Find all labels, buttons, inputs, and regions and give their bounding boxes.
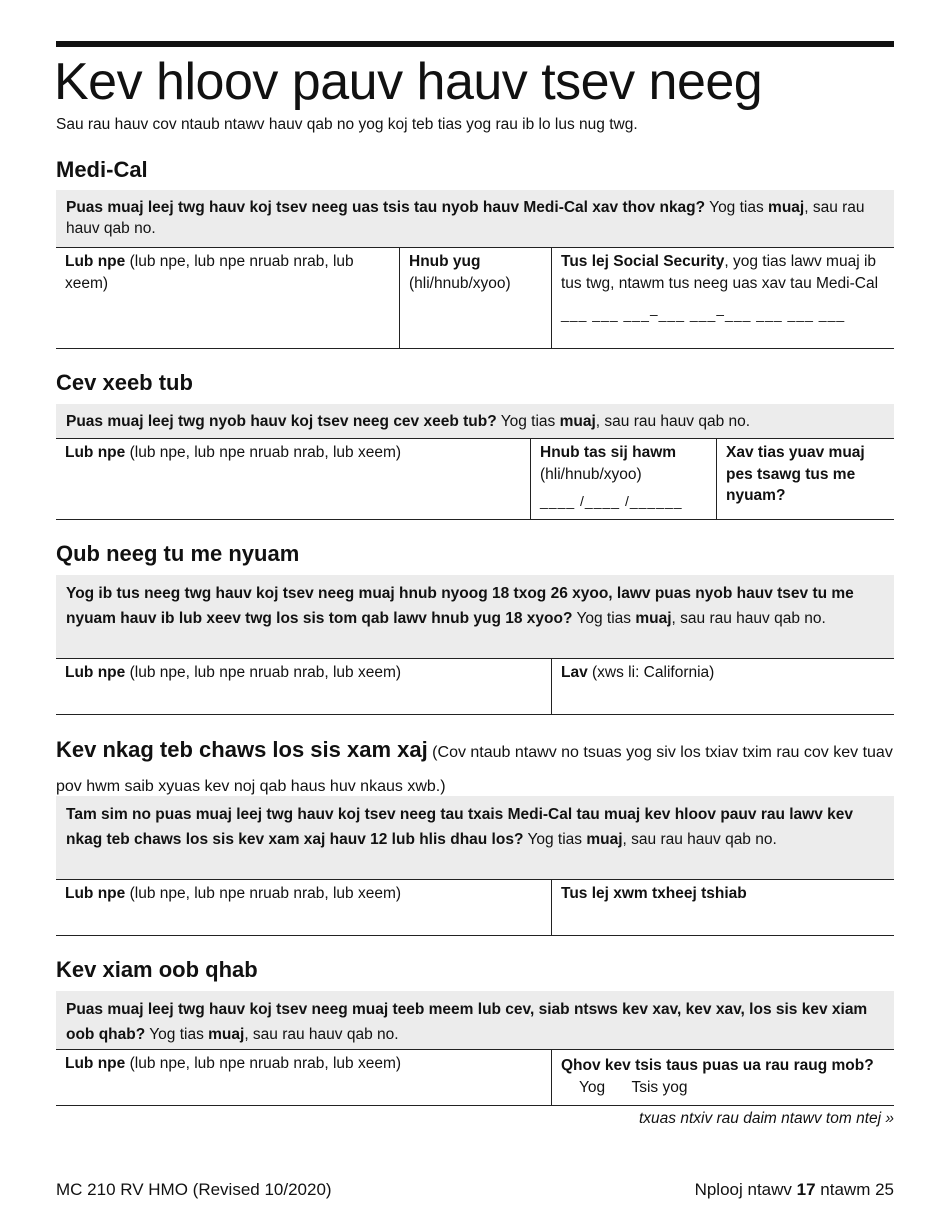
disability-injury-field: Qhov kev tsis taus puas ua rau raug mob? Yog Tsis yog (551, 1050, 894, 1105)
foster-care-entry-row (56, 658, 894, 715)
foster-name-field[interactable]: Lub npe (lub npe, lub npe nruab nrab, lub xeem) (65, 664, 402, 681)
medi-cal-name-field[interactable]: Lub npe (lub npe, lub npe nruab nrab, lub xeem) (65, 253, 354, 292)
pregnancy-due-date-field[interactable]: Hnub tas sij hawm (hli/hnub/xyoo) ____ /____ /______ (530, 439, 716, 519)
immigration-entry-row (56, 879, 894, 936)
page-number: Nplooj ntawv 17 ntawm 25 (694, 1180, 894, 1199)
top-rule (56, 41, 894, 47)
immigration-name-field[interactable]: Lub npe (lub npe, lub npe nruab nrab, lub xeem) (65, 885, 402, 902)
disability-entry-row (56, 1049, 894, 1106)
medi-cal-birthdate-field[interactable]: Hnub yug (hli/hnub/xyoo) (399, 248, 551, 348)
section-heading-disability: Kev xiam oob qhab (56, 957, 258, 982)
section-heading-medi-cal: Medi-Cal (56, 157, 148, 182)
pregnancy-babies-count-field[interactable]: Xav tias yuav muaj pes tsawg tus me nyuam? (716, 439, 894, 519)
disability-question: Puas muaj leej twg hauv koj tsev neeg muaj teeb meem lub cev, siab ntsws kev xav, kev xav, los sis kev xiam oob qhab? Yog tias muaj, sau rau hauv qab no. (56, 991, 894, 1049)
foster-state-field[interactable]: Lav (xws li: California) (551, 659, 894, 714)
page-subtitle: Sau rau hauv cov ntaub ntawv hauv qab no yog koj teb tias yog rau ib lo lus nug twg. (56, 116, 638, 133)
page-title: Kev hloov pauv hauv tsev neeg (54, 53, 763, 111)
due-date-blank: ____ /____ /______ (540, 493, 683, 509)
immigration-status-number-field[interactable]: Tus lej xwm txheej tshiab (551, 880, 894, 935)
pregnancy-name-field[interactable]: Lub npe (lub npe, lub npe nruab nrab, lub xeem) (65, 444, 402, 461)
disability-no-option[interactable]: Tsis yog (631, 1078, 688, 1096)
medi-cal-question: Puas muaj leej twg hauv koj tsev neeg uas tsis tau nyob hauv Medi-Cal xav thov nkag? Yog tias muaj, sau rau hauv qab no. (56, 190, 894, 247)
section-heading-foster-care: Qub neeg tu me nyuam (56, 541, 300, 566)
ssn-blank: ___ ___ ___–___ ___–___ ___ ___ ___ (561, 306, 846, 322)
foster-care-question: Yog ib tus neeg twg hauv koj tsev neeg muaj hnub nyoog 18 txog 26 xyoo, lawv puas nyob hauv tsev tu me nyuam hauv ib lub xeev twg los sis tom qab lawv hnub yug 18 xyoo? Yog tias muaj, sau rau hauv qab no. (56, 575, 894, 658)
continue-note: txuas ntxiv rau daim ntawv tom ntej » (638, 1110, 894, 1127)
medi-cal-ssn-field[interactable]: Tus lej Social Security, yog tias lawv muaj ib tus twg, ntawm tus neeg uas xav tau Medi-Cal ___ ___ ___–___ ___–___ ___ ___ ___ (551, 248, 894, 348)
immigration-question: Tam sim no puas muaj leej twg hauv koj tsev neeg tau txais Medi-Cal tau muaj kev hloov pauv rau lawv kev nkag teb chaws los sis kev xam xaj hauv 12 lub hlis dhau los? Yog tias muaj, sau rau hauv qab no. (56, 796, 894, 879)
form-id: MC 210 RV HMO (Revised 10/2020) (56, 1180, 332, 1199)
pregnancy-entry-row (56, 438, 894, 520)
pregnancy-question: Puas muaj leej twg nyob hauv koj tsev neeg cev xeeb tub? Yog tias muaj, sau rau hauv qab no. (56, 404, 894, 438)
disability-name-field[interactable]: Lub npe (lub npe, lub npe nruab nrab, lub xeem) (65, 1055, 402, 1072)
section-heading-immigration: Kev nkag teb chaws los sis xam xaj (Cov ntaub ntawv no tsuas yog siv los txiav txim rau cov kev tuav pov hwm saib xyuas kev noj qab haus huv nkaus xwb.) (56, 737, 893, 795)
section-heading-pregnancy: Cev xeeb tub (56, 370, 193, 395)
disability-yes-option[interactable]: Yog (579, 1078, 606, 1096)
medi-cal-entry-row (56, 247, 894, 349)
